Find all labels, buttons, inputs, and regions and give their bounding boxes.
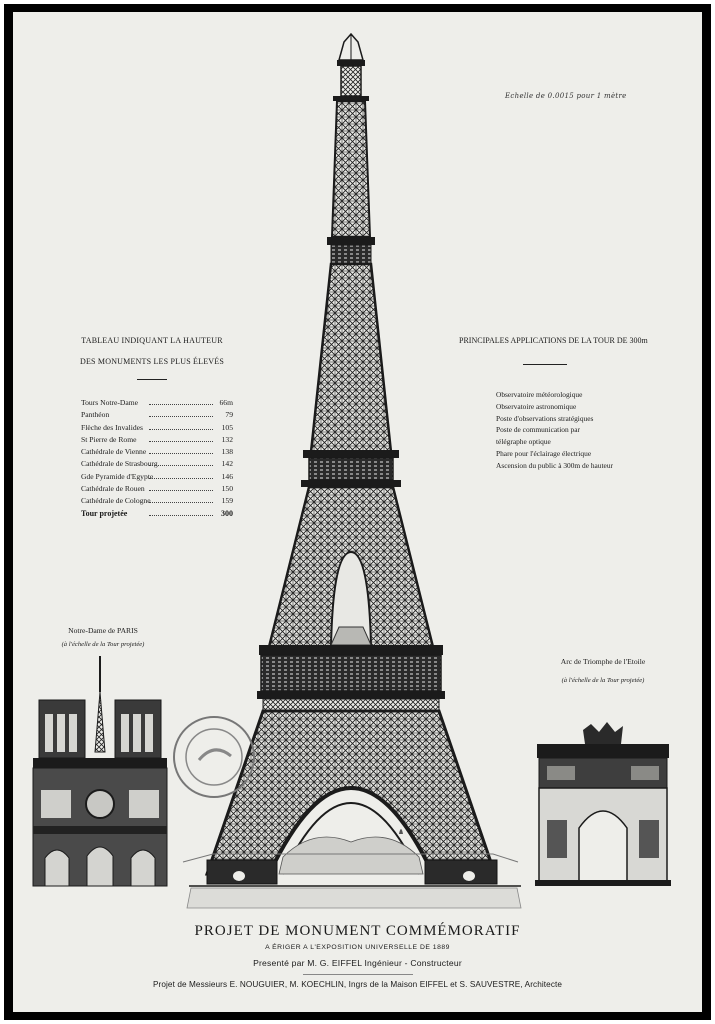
- monument-height: 79: [225, 410, 233, 420]
- notre-dame-illustration: [29, 652, 169, 892]
- application-item: Poste de communication par: [496, 425, 580, 435]
- monument-height: 159: [221, 496, 233, 506]
- notre-dame-caption: Notre-Dame de PARIS: [68, 626, 138, 635]
- scale-note: Echelle de 0.0015 pour 1 mètre: [505, 92, 627, 100]
- monument-height: 66m: [219, 398, 233, 407]
- credits-line: Projet de Messieurs E. NOUGUIER, M. KOECHLIN, Ingrs de la Maison EIFFEL et S. SAUVESTRE, Architecte: [152, 980, 563, 989]
- stamp-mark: [169, 712, 259, 802]
- application-item: Ascension du public à 300m de hauteur: [496, 460, 613, 470]
- application-item: Poste d'observations stratégiques: [496, 413, 594, 423]
- monument-height: 300: [221, 508, 233, 518]
- arc-subcaption: (à l'échelle de la Tour projetée): [561, 677, 645, 684]
- monument-name: Tour projetée: [81, 508, 128, 518]
- monument-height: 138: [221, 447, 233, 457]
- heights-table-title-2: DES MONUMENTS LES PLUS ÉLEVÉS: [79, 357, 225, 366]
- monument-height: 150: [221, 484, 233, 494]
- monument-height: 146: [221, 471, 233, 481]
- monument-name: Tours Notre-Dame: [81, 398, 139, 407]
- applications-title: PRINCIPALES APPLICATIONS DE LA TOUR DE 300m: [459, 336, 648, 345]
- poster-sheet: [13, 12, 702, 1012]
- heights-table-title-1: TABLEAU INDIQUANT LA HAUTEUR: [81, 336, 223, 345]
- presented-by: Presenté par M. G. EIFFEL Ingénieur - Constructeur: [253, 958, 462, 968]
- application-item: Phare pour l'éclairage électrique: [496, 448, 592, 458]
- monument-name: Cathédrale de Cologne: [81, 496, 151, 506]
- monument-name: Gde Pyramide d'Egypte: [81, 471, 154, 481]
- application-item: Observatoire astronomique: [496, 401, 577, 411]
- poster-title: PROJET DE MONUMENT COMMÉMORATIF: [194, 923, 521, 939]
- notre-dame-subcaption: (à l'échelle de la Tour projetée): [61, 641, 145, 648]
- monument-name: Cathédrale de Rouen: [81, 484, 145, 494]
- monument-name: Cathédrale de Vienne: [81, 447, 147, 457]
- arc-caption: Arc de Triomphe de l'Etoile: [560, 657, 646, 666]
- application-item: Observatoire météorologique: [496, 390, 583, 399]
- monument-height: 132: [221, 434, 233, 444]
- monument-height: 105: [221, 422, 233, 432]
- poster-subtitle: A ÉRIGER A L'EXPOSITION UNIVERSELLE DE 1889: [265, 944, 450, 951]
- arc-de-triomphe-illustration: [533, 720, 673, 890]
- monument-name: Flèche des Invalides: [81, 422, 143, 432]
- monument-name: Panthéon: [81, 410, 110, 420]
- monument-name: St Pierre de Rome: [81, 434, 137, 444]
- monument-name: Cathédrale de Strasbourg: [81, 459, 158, 469]
- application-item: télégraphe optique: [496, 437, 551, 447]
- footer-rule: [303, 974, 413, 975]
- monument-height: 142: [221, 459, 233, 469]
